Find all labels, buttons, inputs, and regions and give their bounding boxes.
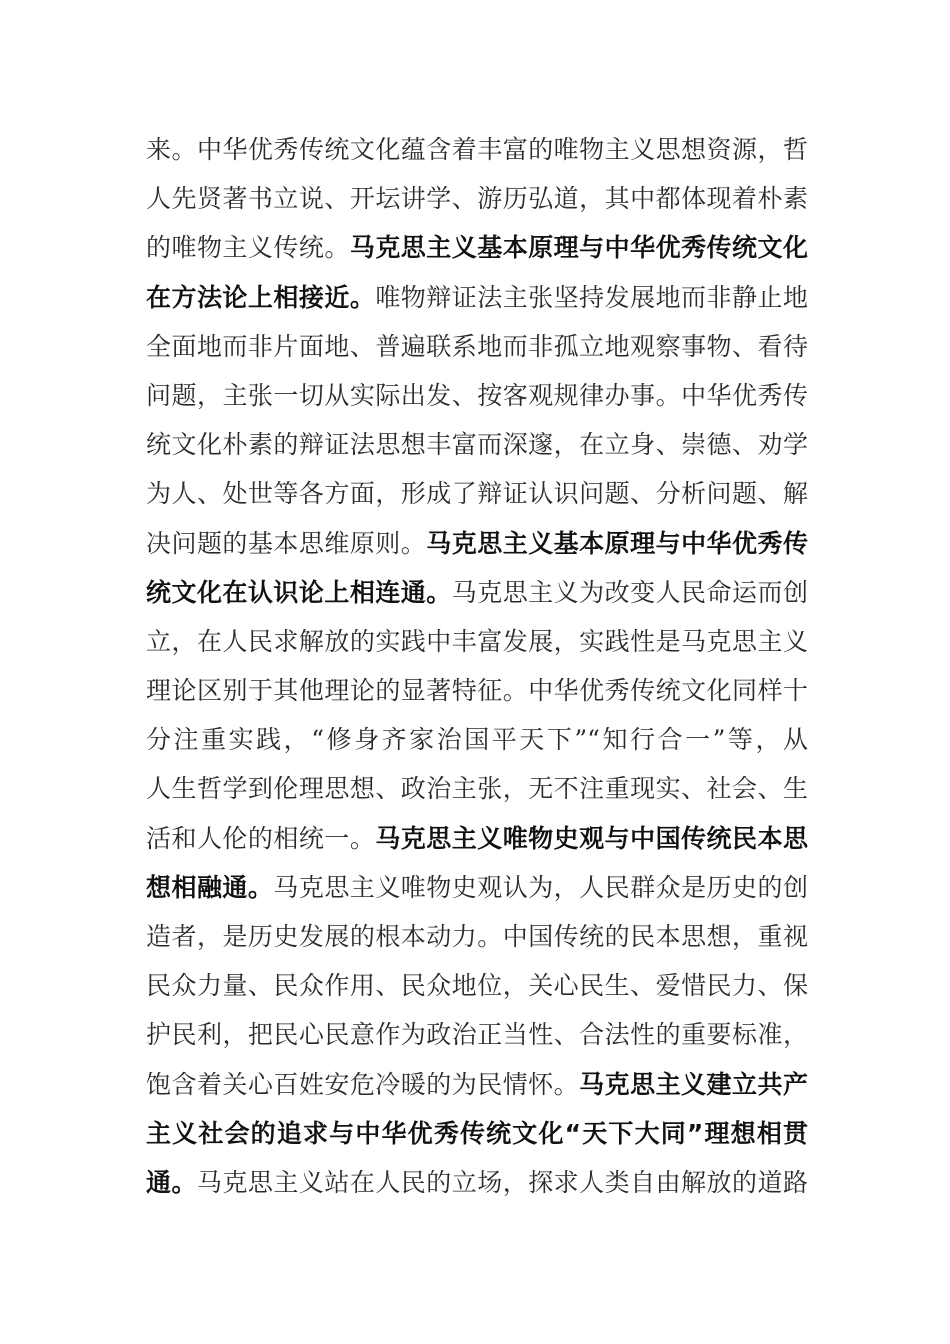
bold-heading-text: 通。 bbox=[146, 1167, 197, 1197]
bold-heading-text: 主义社会的追求与中华优秀传统文化“天下大同”理想相贯 bbox=[146, 1118, 808, 1148]
text-line bbox=[146, 715, 808, 764]
text-line bbox=[146, 617, 808, 666]
text-line bbox=[146, 273, 808, 322]
body-text: 决问题的基本思维原则。 bbox=[146, 528, 427, 558]
body-text: 马克思主义为改变人民命运而创 bbox=[451, 577, 808, 607]
body-text: 问题，主张一切从实际出发、按客观规律办事。中华优秀传 bbox=[146, 380, 808, 410]
body-paragraph bbox=[146, 125, 808, 1207]
body-text: 统文化朴素的辩证法思想丰富而深邃，在立身、崇德、劝学 bbox=[146, 430, 808, 460]
body-text: 的唯物主义传统。 bbox=[146, 233, 350, 263]
bold-heading-text: 想相融通。 bbox=[146, 872, 274, 902]
body-text: 为人、处世等各方面，形成了辩证认识问题、分析问题、解 bbox=[146, 479, 808, 509]
bold-heading-text: 马克思主义唯物史观与中国传统民本思 bbox=[375, 823, 808, 853]
bold-heading-text: 马克思主义基本原理与中华优秀传 bbox=[426, 528, 808, 558]
body-text: 立，在人民求解放的实践中丰富发展，实践性是马克思主义 bbox=[146, 626, 808, 656]
body-text: 来。中华优秀传统文化蕴含着丰富的唯物主义思想资源，哲 bbox=[146, 135, 808, 164]
body-text: 人先贤著书立说、开坛讲学、游历弘道，其中都体现着朴素 bbox=[146, 184, 808, 214]
text-line bbox=[146, 469, 808, 518]
bold-heading-text: 马克思主义基本原理与中华优秀传统文化 bbox=[349, 233, 808, 263]
body-text: 人生哲学到伦理思想、政治主张，无不注重现实、社会、生 bbox=[146, 774, 808, 804]
text-line bbox=[146, 1109, 808, 1158]
text-line bbox=[146, 1060, 808, 1109]
text-line bbox=[146, 174, 808, 223]
text-line bbox=[146, 912, 808, 961]
text-line bbox=[146, 863, 808, 912]
body-text: 造者，是历史发展的根本动力。中国传统的民本思想，重视 bbox=[146, 922, 808, 951]
body-text: 全面地而非片面地、普遍联系地而非孤立地观察事物、看待 bbox=[146, 331, 808, 361]
text-line bbox=[146, 961, 808, 1010]
bold-heading-text: 在方法论上相接近。 bbox=[146, 282, 376, 312]
text-line bbox=[146, 125, 808, 174]
body-text: 分注重实践，“修身齐家治国平天下”“知行合一”等，从 bbox=[146, 725, 808, 755]
body-text: 民众力量、民众作用、民众地位，关心民生、爱惜民力、保 bbox=[146, 971, 808, 1001]
text-line bbox=[146, 519, 808, 568]
body-text: 马克思主义站在人民的立场，探求人类自由解放的道路 bbox=[196, 1167, 808, 1197]
text-line bbox=[146, 371, 808, 420]
body-text: 唯物辩证法主张坚持发展地而非静止地 bbox=[375, 282, 808, 312]
text-line bbox=[146, 1010, 808, 1059]
bold-heading-text: 马克思主义建立共产 bbox=[579, 1069, 808, 1099]
body-text: 马克思主义唯物史观认为，人民群众是历史的创 bbox=[273, 872, 808, 902]
text-line bbox=[146, 814, 808, 863]
body-text: 饱含着关心百姓安危冷暖的为民情怀。 bbox=[146, 1069, 580, 1099]
bold-heading-text: 统文化在认识论上相连通。 bbox=[146, 577, 452, 607]
text-line bbox=[146, 568, 808, 617]
text-line bbox=[146, 322, 808, 371]
text-line bbox=[146, 764, 808, 813]
text-line bbox=[146, 223, 808, 272]
text-line bbox=[146, 666, 808, 715]
body-text: 活和人伦的相统一。 bbox=[146, 823, 376, 853]
body-text: 理论区别于其他理论的显著特征。中华优秀传统文化同样十 bbox=[146, 676, 808, 706]
text-line bbox=[146, 1158, 808, 1207]
text-line bbox=[146, 420, 808, 469]
body-text: 护民利，把民心民意作为政治正当性、合法性的重要标准， bbox=[146, 1020, 808, 1050]
